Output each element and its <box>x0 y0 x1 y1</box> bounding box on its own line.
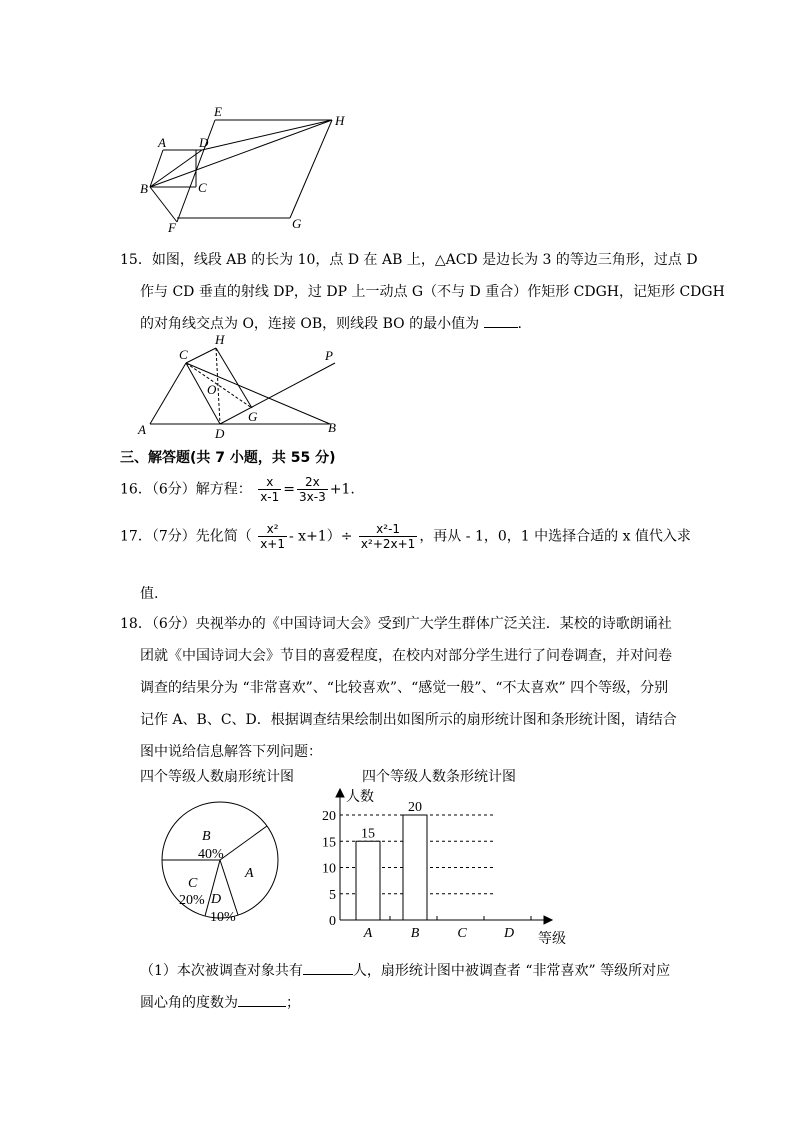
pie-label-C: C <box>188 876 198 891</box>
point-label: G <box>248 409 258 424</box>
point-label: E <box>214 104 222 119</box>
point-label: B <box>140 181 148 196</box>
q18-sub1-line1: （1）本次被调查对象共有 人，扇形统计图中被调查者 “非常喜欢” 等级所对应 <box>140 963 671 979</box>
point-label: C <box>179 347 188 362</box>
answer-blank[interactable] <box>303 962 353 975</box>
point-label: H <box>335 113 345 128</box>
bar-data-label: 15 <box>361 826 375 842</box>
y-axis-label: 人数 <box>346 790 374 805</box>
q18-line5: 图中说给信息解答下列问题： <box>140 744 322 760</box>
point-label: B <box>328 420 336 435</box>
q15-line3: 的对角线交点为 O，连接 OB，则线段 BO 的最小值为 . <box>140 316 522 332</box>
pie-label-B: B <box>202 829 211 844</box>
y-tick-label: 0 <box>329 914 336 929</box>
fraction: $\frac{\text{x²}}{x+1}$ <box>260 522 285 551</box>
bar-chart <box>320 785 580 950</box>
bar-data-label: 20 <box>408 800 422 815</box>
question-number: 18． <box>120 616 152 632</box>
y-tick-label: 10 <box>322 861 336 877</box>
x-tick-label: C <box>457 926 467 941</box>
bar-B <box>403 815 427 920</box>
question-number: 15． <box>120 252 152 268</box>
x-tick-label: D <box>503 926 515 941</box>
answer-blank[interactable] <box>238 994 286 1007</box>
figure-q14 <box>130 100 370 235</box>
point-label: G <box>292 216 302 231</box>
point-label: C <box>198 180 207 195</box>
q15-line1 <box>120 249 698 269</box>
q17-line2: 值. <box>140 586 159 602</box>
fraction: $\frac{2x}{3x-3}$ <box>299 475 326 504</box>
q15-text: 如图，线段 AB 的长为 10，点 D 在 AB 上，△ACD 是边长为 3 的等边三角形，过点 D <box>151 252 698 268</box>
q18-line2: 团就《中国诗词大会》节目的喜爱程度，在校内对部分学生进行了问卷调查，并对问卷 <box>140 648 672 664</box>
pie-label-A: A <box>245 866 254 881</box>
y-tick-label: 20 <box>322 809 336 824</box>
pie-slice-boundary <box>220 826 267 860</box>
pie-label-D: D <box>211 892 222 907</box>
point-label: A <box>158 135 166 150</box>
point-label: A <box>138 422 146 437</box>
pie-percent-B: 40% <box>198 847 224 862</box>
point-label: D <box>215 426 225 441</box>
bar-A <box>356 841 380 920</box>
bar-chart-title: 四个等级人数条形统计图 <box>362 769 516 785</box>
point-label: P <box>325 348 333 363</box>
q18-line1: 18．（6分）央视举办的《中国诗词大会》受到广大学生群体广泛关注．某校的诗歌朗诵社 <box>120 616 672 632</box>
pie-percent-D: 10% <box>210 910 236 925</box>
x-tick-label: A <box>363 926 373 941</box>
section-title: 三、解答题(共 7 小题，共 55 分) <box>120 450 336 466</box>
q17-line: 17．（7分）先化简（ $\frac{\text{x²}}{x+1}$ - x+1）÷ $\frac{\text{x²-1}}{\text{x²+2x+1}}$ ，再从 - 1，0，1 中选择合适的 x 值代入求 <box>120 522 691 551</box>
point-label: D <box>199 135 209 150</box>
y-axis-arrow <box>336 789 344 797</box>
pie-chart <box>155 790 285 930</box>
point-label: F <box>168 220 176 235</box>
pie-percent-C: 20% <box>179 893 205 908</box>
question-number: 17． <box>120 528 152 545</box>
pie-slice-boundary <box>220 860 238 915</box>
q16-line: 16．（6分）解方程： $\frac{x}{x-1}$ = $\frac{2x}{3x-3}$ +1. <box>120 475 355 504</box>
point-label: H <box>215 332 225 347</box>
y-tick-label: 15 <box>322 835 336 851</box>
pie-slice-boundary <box>205 860 220 916</box>
answer-blank[interactable] <box>484 315 518 328</box>
x-axis-arrow <box>544 916 552 924</box>
q18-line3: 调查的结果分为 “非常喜欢”、“比较喜欢”、“感觉一般”、“不太喜欢” 四个等级，分别 <box>140 680 669 696</box>
q18-line4: 记作 A、B、C、D．根据调查结果绘制出如图所示的扇形统计图和条形统计图，请结合 <box>140 712 677 728</box>
pie-chart-title: 四个等级人数扇形统计图 <box>140 769 294 785</box>
q15-line2: 作与 CD 垂直的射线 DP，过 DP 上一动点 G（不与 D 重合）作矩形 CDGH，记矩形 CDGH <box>140 284 725 300</box>
x-axis-label: 等级 <box>538 932 566 947</box>
q18-sub1-line2: 圆心角的度数为 ； <box>140 995 300 1011</box>
fraction: $\frac{\text{x²-1}}{\text{x²+2x+1}}$ <box>360 522 416 551</box>
fraction: $\frac{x}{x-1}$ <box>260 475 280 504</box>
question-number: 16． <box>120 481 152 498</box>
y-tick-label: 5 <box>329 887 336 903</box>
point-label: O <box>207 382 217 397</box>
figure-q15 <box>130 330 350 442</box>
x-tick-label: B <box>410 926 420 941</box>
